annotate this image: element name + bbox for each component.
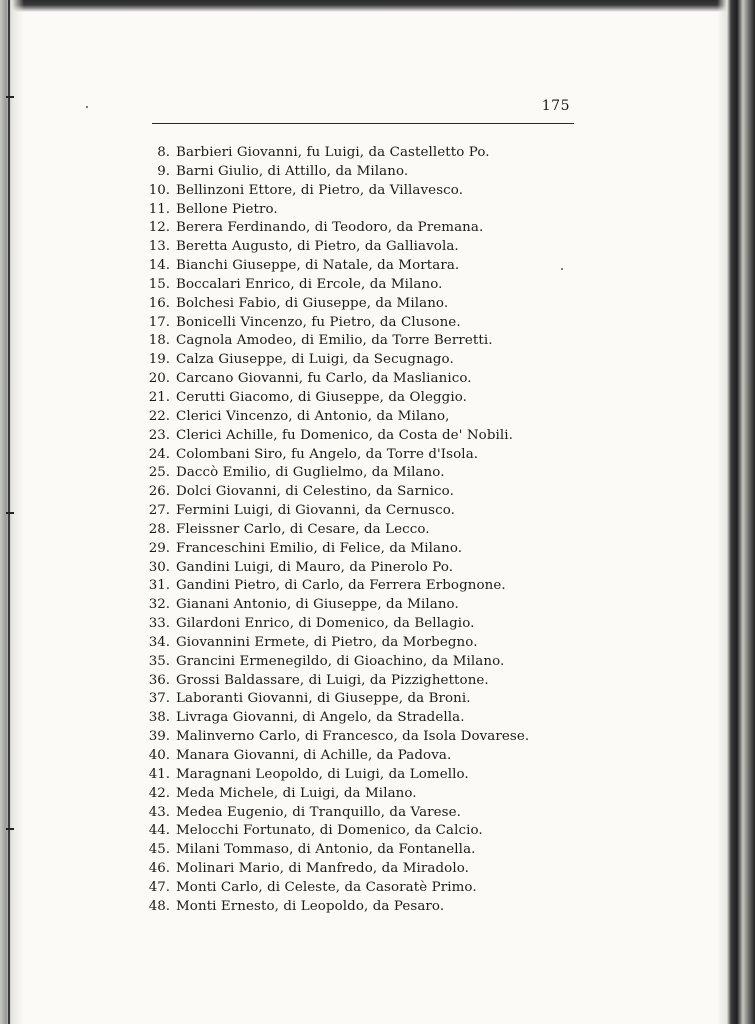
page-number: 175: [541, 98, 570, 114]
entry-number: 23.: [148, 427, 170, 443]
entry-text: Giovannini Ermete, di Pietro, da Morbegno.: [176, 634, 478, 650]
entry-text: Bianchi Giuseppe, di Natale, da Mortara.: [176, 258, 460, 274]
entry-text: Gandini Pietro, di Carlo, da Ferrera Erbognone.: [176, 578, 506, 594]
entry-text: Livraga Giovanni, di Angelo, da Stradella.: [176, 710, 465, 726]
list-item: [142, 219, 529, 238]
entry-number: 16.: [148, 295, 170, 311]
header-rule: [152, 123, 574, 124]
entry-number: 18.: [148, 333, 170, 349]
entry-number: 29.: [148, 540, 170, 556]
entry-text: Medea Eugenio, di Tranquillo, da Varese.: [176, 804, 462, 820]
list-item: [142, 163, 529, 182]
entry-number: 34.: [148, 634, 170, 650]
list-item: [142, 144, 529, 163]
entry-text: Bellone Pietro.: [176, 201, 278, 217]
entry-text: Beretta Augusto, di Pietro, da Galliavola.: [176, 239, 459, 255]
list-item: [142, 577, 529, 596]
entry-text: Meda Michele, di Luigi, da Milano.: [176, 785, 417, 801]
entry-text: Maragnani Leopoldo, di Luigi, da Lomello.: [176, 766, 469, 782]
list-item: [142, 446, 529, 465]
entry-text: Bonicelli Vincenzo, fu Pietro, da Clusone.: [176, 314, 461, 330]
entry-number: 37.: [148, 691, 170, 707]
list-item: [142, 370, 529, 389]
entry-number: 36.: [148, 672, 170, 688]
list-item: [142, 634, 529, 653]
entry-text: Daccò Emilio, di Guglielmo, da Milano.: [176, 465, 445, 481]
list-item: [142, 860, 529, 879]
list-item: [142, 182, 529, 201]
list-item: [142, 559, 529, 578]
entry-text: Franceschini Emilio, di Felice, da Milano.: [176, 540, 463, 556]
entry-text: Colombani Siro, fu Angelo, da Torre d'Isola.: [176, 446, 479, 462]
entry-text: Dolci Giovanni, di Celestino, da Sarnico.: [176, 484, 454, 500]
entry-text: Grancini Ermenegildo, di Gioachino, da Milano.: [176, 653, 505, 669]
scan-speck: [561, 268, 563, 270]
list-item: [142, 295, 529, 314]
entry-text: Cagnola Amodeo, di Emilio, da Torre Berretti.: [176, 333, 493, 349]
list-item: [142, 728, 529, 747]
list-item: [142, 276, 529, 295]
entry-number: 45.: [148, 842, 170, 858]
entry-number: 11.: [148, 201, 170, 217]
entry-text: Berera Ferdinando, di Teodoro, da Premana.: [176, 220, 484, 236]
entry-number: 27.: [148, 503, 170, 519]
entry-text: Bolchesi Fabio, di Giuseppe, da Milano.: [176, 295, 449, 311]
entry-text: Manara Giovanni, di Achille, da Padova.: [176, 748, 452, 763]
entry-text: Cerutti Giacomo, di Giuseppe, da Oleggio.: [176, 389, 467, 405]
list-item: [142, 709, 529, 728]
list-item: [142, 785, 529, 804]
list-item: [142, 521, 529, 540]
list-item: [142, 464, 529, 483]
entry-number: 47.: [148, 879, 170, 895]
entry-number: 26.: [148, 484, 170, 500]
entry-text: Laboranti Giovanni, di Giuseppe, da Broni.: [176, 691, 471, 707]
entry-number: 15.: [148, 276, 170, 292]
list-item: [142, 841, 529, 860]
entry-number: 22.: [148, 408, 170, 424]
entry-number: 31.: [148, 578, 170, 594]
entry-number: 21.: [148, 389, 170, 405]
list-item: [142, 502, 529, 521]
list-item: [142, 483, 529, 502]
entry-number: 17.: [148, 314, 170, 330]
entry-number: 8.: [157, 145, 170, 160]
entry-text: Molinari Mario, di Manfredo, da Miradolo.: [176, 861, 469, 877]
entry-number: 10.: [148, 182, 170, 198]
list-item: [142, 822, 529, 841]
list-item: [142, 747, 529, 766]
page-top-edge: [0, 0, 755, 12]
entry-text: Monti Ernesto, di Leopoldo, da Pesaro.: [176, 898, 445, 914]
entry-number: 43.: [148, 804, 170, 820]
entry-text: Bellinzoni Ettore, di Pietro, da Villavesco.: [176, 182, 464, 198]
edge-mark: [6, 828, 14, 830]
entry-number: 42.: [148, 785, 170, 801]
entry-text: Boccalari Enrico, di Ercole, da Milano.: [176, 276, 443, 292]
list-item: [142, 427, 529, 446]
list-item: [142, 672, 529, 691]
list-item: [142, 332, 529, 351]
list-item: [142, 653, 529, 672]
entry-text: Barbieri Giovanni, fu Luigi, da Castelletto Po.: [176, 145, 490, 160]
list-item: [142, 201, 529, 220]
entry-number: 20.: [148, 371, 170, 387]
entry-text: Barni Giulio, di Attillo, da Milano.: [176, 163, 409, 179]
entry-text: Calza Giuseppe, di Luigi, da Secugnago.: [176, 352, 454, 368]
entry-text: Milani Tommaso, di Antonio, da Fontanella.: [176, 842, 476, 858]
entry-number: 13.: [148, 239, 170, 255]
entry-text: Melocchi Fortunato, di Domenico, da Calcio.: [176, 823, 483, 839]
entry-text: Clerici Achille, fu Domenico, da Costa de' Nobili.: [176, 427, 513, 443]
entry-text: Gandini Luigi, di Mauro, da Pinerolo Po.: [176, 559, 454, 575]
entry-number: 41.: [148, 766, 170, 782]
scan-speck: [86, 106, 88, 108]
entry-number: 39.: [148, 729, 170, 745]
list-item: [142, 238, 529, 257]
entry-number: 14.: [148, 258, 170, 274]
entry-text: Clerici Vincenzo, di Antonio, da Milano,: [176, 408, 450, 424]
entry-number: 46.: [148, 861, 170, 877]
list-item: [142, 766, 529, 785]
entry-text: Malinverno Carlo, di Francesco, da Isola Dovarese.: [176, 729, 530, 745]
list-item: [142, 408, 529, 427]
entry-number: 38.: [148, 710, 170, 726]
entry-text: Gianani Antonio, di Giuseppe, da Milano.: [176, 597, 459, 613]
entry-text: Monti Carlo, di Celeste, da Casoratè Primo.: [176, 879, 477, 895]
entry-text: Carcano Giovanni, fu Carlo, da Maslianico.: [176, 371, 472, 387]
entry-number: 48.: [148, 898, 170, 914]
list-item: [142, 540, 529, 559]
list-item: [142, 898, 529, 917]
edge-mark: [6, 512, 14, 514]
entry-number: 32.: [148, 597, 170, 613]
list-item: [142, 389, 529, 408]
entry-text: Fermini Luigi, di Giovanni, da Cernusco.: [176, 503, 456, 519]
list-item: [142, 804, 529, 823]
entry-number: 9.: [157, 163, 170, 179]
entry-number: 12.: [148, 220, 170, 236]
entry-number: 33.: [148, 616, 170, 632]
page-right-edge: [717, 0, 755, 1024]
entry-number: 28.: [148, 521, 170, 537]
entry-number: 44.: [148, 823, 170, 839]
name-list: [142, 144, 529, 917]
list-item: [142, 879, 529, 898]
list-item: [142, 351, 529, 370]
list-item: [142, 257, 529, 276]
entry-number: 35.: [148, 653, 170, 669]
edge-mark: [6, 96, 14, 98]
list-item: [142, 596, 529, 615]
entry-text: Grossi Baldassare, di Luigi, da Pizzighettone.: [176, 672, 489, 688]
entry-text: Fleissner Carlo, di Cesare, da Lecco.: [176, 521, 430, 537]
list-item: [142, 615, 529, 634]
list-item: [142, 314, 529, 333]
entry-number: 40.: [148, 748, 170, 763]
list-item: [142, 690, 529, 709]
entry-text: Gilardoni Enrico, di Domenico, da Bellagio.: [176, 616, 475, 632]
entry-number: 25.: [148, 465, 170, 481]
entry-number: 19.: [148, 352, 170, 368]
entry-number: 24.: [148, 446, 170, 462]
entry-number: 30.: [148, 559, 170, 575]
